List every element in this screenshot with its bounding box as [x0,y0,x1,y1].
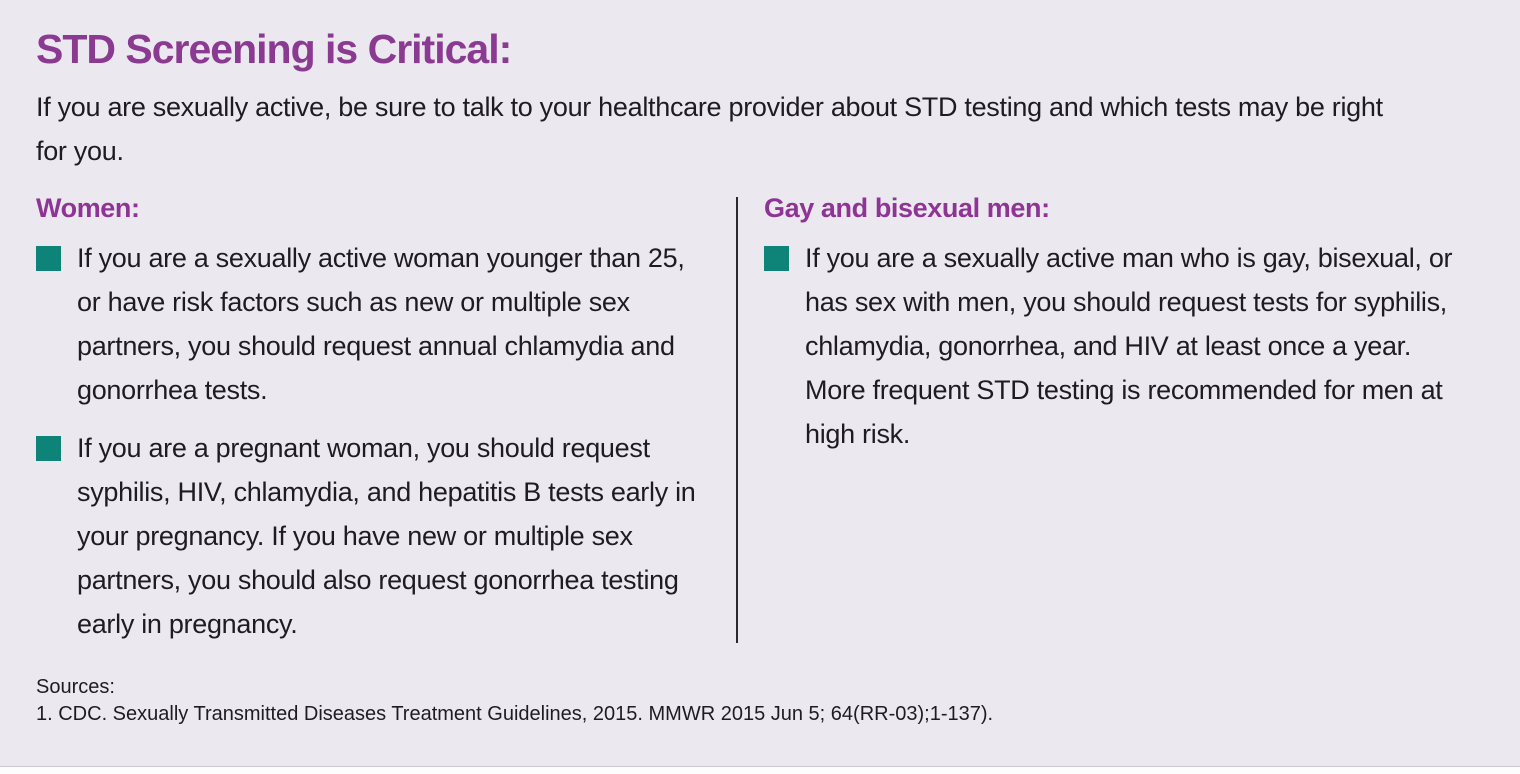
bullet-text: If you are a sexually active woman younger than 25, or have risk factors such as new or multiple sex partners, you should request annual chlamydia and gonorrhea tests. [77,243,685,406]
bullet-text: If you are a sexually active man who is gay, bisexual, or has sex with men, you should request tests for syphilis, chlamydia, gonorrhea, and HIV at least once a year. More frequent STD testing is recommended for men at high risk. [805,243,1453,450]
intro-text: If you are sexually active, be sure to talk to your healthcare provider about STD testing and which tests may be right for you. [36,92,1383,167]
bottom-edge [0,766,1520,774]
two-column-layout [36,193,1484,660]
section-heading-gay-bisexual-men: Gay and bisexual men: [764,193,1050,224]
column-divider [736,197,738,643]
bullet-square-icon [36,246,61,271]
sources-label: Sources: [36,676,115,699]
list-item [36,426,736,646]
section-gay-bisexual-men [764,193,1469,470]
section-heading-women: Women: [36,193,140,224]
sources-block [36,674,1484,728]
source-item: 1. CDC. Sexually Transmitted Diseases Treatment Guidelines, 2015. MMWR 2015 Jun 5; 64(RR-03);1-137). [36,703,994,726]
list-item [36,236,736,412]
bullet-square-icon [36,436,61,461]
bullet-square-icon [764,246,789,271]
section-women [36,193,736,660]
page-title: STD Screening is Critical: [36,26,512,72]
bullet-text: If you are a pregnant woman, you should request syphilis, HIV, chlamydia, and hepatitis B tests early in your pregnancy. If you have new or multiple sex partners, you should also request gonorrhea testing early in pregnancy. [77,433,696,640]
list-item [764,236,1469,456]
